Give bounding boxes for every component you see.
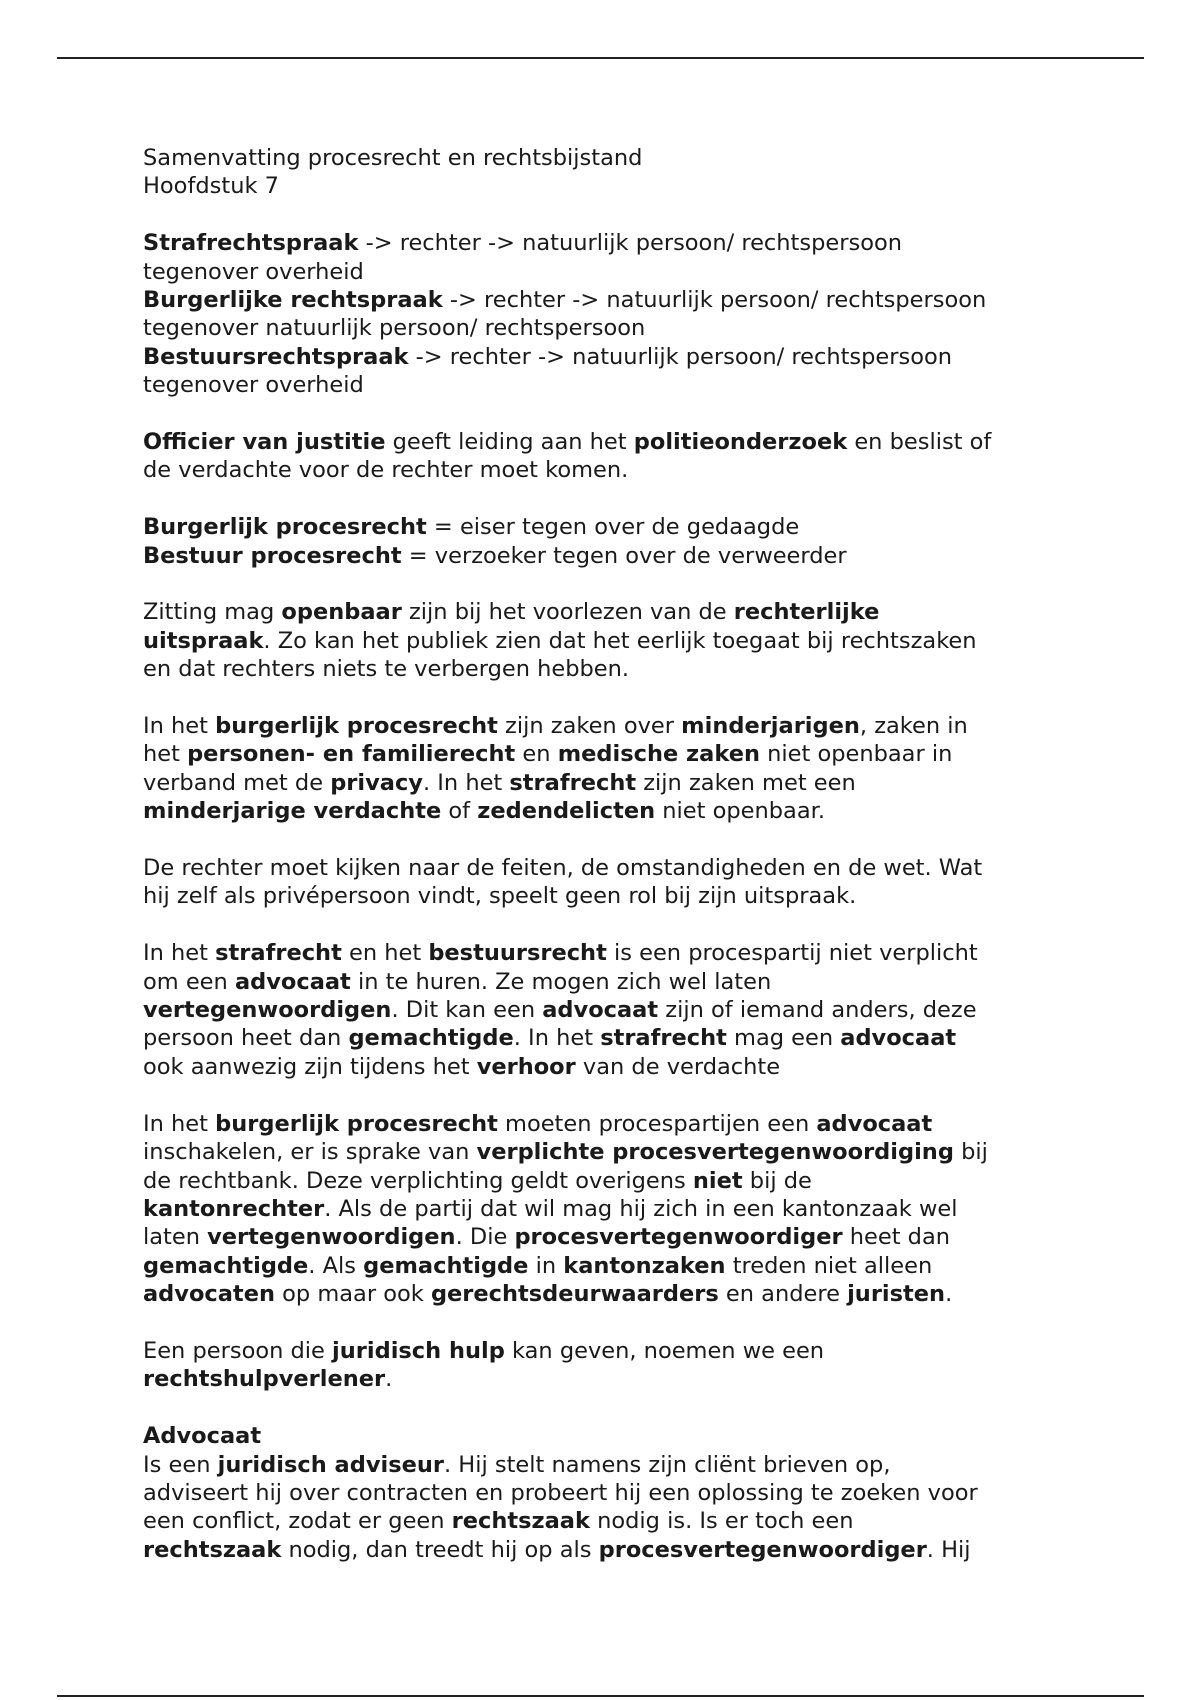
bold-term: juristen [847,1281,946,1308]
text-segment: zijn bij het voorlezen van de [401,599,734,626]
bold-term: Advocaat [143,1423,262,1450]
text-line [143,996,1083,1024]
text-segment: niet openbaar in [759,741,953,768]
text-segment: . Dit kan een [391,997,543,1024]
text-line [143,882,1083,910]
header-rule [57,57,1144,59]
bold-term: strafrecht [215,940,342,967]
bold-term: vertegenwoordigen [143,997,392,1024]
bold-term: juridisch hulp [332,1337,505,1364]
bold-term: minderjarige verdachte [143,798,442,825]
text-line [143,371,1083,399]
text-line [143,627,1083,655]
bold-term: zedendelicten [477,798,656,825]
text-segment: tegenover overheid [143,372,364,399]
text-segment: . Als [308,1252,364,1279]
text-line [143,968,1083,996]
text-segment: en het [341,940,429,967]
bold-term: bestuursrecht [428,940,607,967]
text-line [143,769,1083,797]
text-segment: In het [143,940,216,967]
text-segment: laten [143,1224,208,1251]
bold-term: burgerlijk procesrecht [215,1110,498,1137]
text-segment: nodig, dan treedt hij op als [281,1536,599,1563]
paragraph [143,513,1083,570]
text-segment: Zitting mag [143,599,282,626]
paragraph [143,229,1083,399]
bold-term: procesvertegenwoordiger [514,1224,843,1251]
bold-term: Burgerlijke rechtspraak [143,287,443,314]
bold-term: rechtszaak [451,1508,590,1535]
bold-term: advocaat [840,1025,957,1052]
text-segment: In het [143,1110,216,1137]
bold-term: burgerlijk procesrecht [215,713,498,740]
bold-term: Bestuursrechtspraak [143,343,409,370]
text-segment: = verzoeker tegen over de verweerder [401,542,847,569]
text-segment: Samenvatting procesrecht en rechtsbijstand [143,145,643,171]
bold-term: uitspraak [143,627,264,654]
text-segment: De rechter moet kijken naar de feiten, de omstandigheden en de wet. Wat [143,855,983,882]
text-segment: . In het [513,1025,601,1052]
text-segment: in [528,1252,564,1279]
text-segment: -> rechter -> natuurlijk persoon/ rechtspersoon [358,230,902,257]
bold-term: strafrecht [509,769,637,796]
bold-term: gemachtigde [348,1025,514,1052]
text-line [143,598,1083,626]
bold-term: Bestuur procesrecht [143,542,402,569]
paragraph [143,712,1083,826]
paragraph [143,1110,1083,1309]
text-line [143,172,1083,200]
bold-term: verplichte procesvertegenwoordiging [476,1139,954,1166]
text-segment: om een [143,968,235,995]
text-segment: . Hij [926,1536,971,1563]
text-segment: adviseert hij over contracten en probeert hij een oplossing te zoeken voor [143,1479,978,1506]
text-line [143,655,1083,683]
text-line [143,1138,1083,1166]
text-segment: zijn zaken over [497,713,682,740]
text-line [143,258,1083,286]
text-line [143,1195,1083,1223]
document-body [143,144,1083,1593]
bold-term: gerechtsdeurwaarders [430,1281,719,1308]
text-line [143,1223,1083,1251]
text-line [143,456,1083,484]
bold-term: Strafrechtspraak [143,230,359,257]
text-segment: van de verdachte [575,1053,781,1080]
bold-term: politieonderzoek [633,429,848,456]
text-segment: zijn of iemand anders, deze [658,997,977,1024]
text-segment: -> rechter -> natuurlijk persoon/ rechtspersoon [408,343,953,370]
text-segment: tegenover natuurlijk persoon/ rechtspersoon [143,315,646,342]
text-line [143,542,1083,570]
paragraph [143,854,1083,911]
bold-term: juridisch adviseur [217,1451,444,1478]
paragraph [143,1337,1083,1394]
text-line [143,740,1083,768]
text-segment: een conflict, zodat er geen [143,1508,452,1535]
text-segment: en dat rechters niets te verbergen hebben. [143,656,630,683]
text-line [143,939,1083,967]
bold-term: advocaten [143,1281,275,1308]
bold-term: gemachtigde [143,1252,309,1279]
bold-term: minderjarigen [681,713,860,740]
bold-term: Burgerlijk procesrecht [143,514,427,541]
text-line [143,1451,1083,1479]
bold-term: niet [692,1167,743,1194]
text-segment: niet openbaar. [655,798,825,825]
text-segment: . Hij stelt namens zijn cliënt brieven op, [443,1451,891,1478]
text-segment: is een procespartij niet verplicht [606,940,978,967]
bold-term: rechterlijke [733,599,880,626]
bold-term: privacy [330,769,423,796]
bold-term: verhoor [476,1053,576,1080]
text-segment: en andere [718,1281,848,1308]
text-segment: en [515,741,558,768]
text-segment: . Die [455,1224,515,1251]
text-segment: Hoofdstuk 7 [143,173,279,200]
bold-term: strafrecht [600,1025,727,1052]
text-line [143,1536,1083,1564]
text-segment: In het [143,713,216,740]
text-segment: in te huren. Ze mogen zich wel laten [350,968,772,995]
text-segment: inschakelen, er is sprake van [143,1139,477,1166]
bold-term: kantonrechter [143,1195,325,1222]
text-line [143,286,1083,314]
text-segment: geeft leiding aan het [385,429,634,456]
text-segment: de rechtbank. Deze verplichting geldt overigens [143,1167,693,1194]
text-segment: heet dan [842,1224,951,1251]
bold-term: Officier van justitie [143,429,386,456]
text-line [143,428,1083,456]
text-segment: hij zelf als privépersoon vindt, speelt geen rol bij zijn uitspraak. [143,883,857,910]
text-segment: zijn zaken met een [636,769,856,796]
text-line [143,144,1083,172]
footer-rule [57,1695,1144,1697]
bold-term: medische zaken [557,741,760,768]
text-line [143,712,1083,740]
bold-term: personen- en familierecht [187,741,516,768]
text-line [143,1053,1083,1081]
text-line [143,1479,1083,1507]
text-segment: moeten procespartijen een [497,1110,817,1137]
text-segment: . [945,1281,953,1308]
bold-term: kantonzaken [563,1252,726,1279]
paragraph [143,428,1083,485]
text-segment: de verdachte voor de rechter moet komen. [143,457,629,484]
text-line [143,1422,1083,1450]
text-line [143,1365,1083,1393]
paragraph [143,598,1083,683]
text-segment: ook aanwezig zijn tijdens het [143,1053,477,1080]
text-line [143,314,1083,342]
text-segment: en beslist of [847,429,992,456]
text-line [143,797,1083,825]
text-line [143,1110,1083,1138]
text-line [143,343,1083,371]
text-line [143,1337,1083,1365]
bold-term: advocaat [816,1110,933,1137]
text-segment: op maar ook [274,1281,431,1308]
bold-term: vertegenwoordigen [207,1224,456,1251]
text-segment: persoon heet dan [143,1025,349,1052]
text-segment: Is een [143,1451,218,1478]
text-segment: of [441,798,478,825]
text-line [143,1507,1083,1535]
text-segment: nodig is. Is er toch een [589,1508,854,1535]
bold-term: openbaar [281,599,402,626]
paragraph [143,1422,1083,1564]
text-segment: = eiser tegen over de gedaagde [426,514,800,541]
paragraph [143,939,1083,1081]
text-segment: tegenover overheid [143,258,364,285]
text-segment: verband met de [143,769,331,796]
bold-term: rechtszaak [143,1536,282,1563]
text-segment: het [143,741,188,768]
text-segment: bij de [742,1167,812,1194]
text-segment: . [385,1366,393,1393]
text-line [143,854,1083,882]
text-segment: , zaken in [859,713,968,740]
text-line [143,1280,1083,1308]
text-segment: . Zo kan het publiek zien dat het eerlijk toegaat bij rechtszaken [263,627,977,654]
text-segment: -> rechter -> natuurlijk persoon/ rechtspersoon [442,287,987,314]
bold-term: rechtshulpverlener [143,1366,386,1393]
text-segment: treden niet alleen [725,1252,933,1279]
text-line [143,1252,1083,1280]
text-line [143,513,1083,541]
text-segment: Een persoon die [143,1337,333,1364]
text-line [143,1167,1083,1195]
bold-term: advocaat [234,968,351,995]
bold-term: advocaat [542,997,659,1024]
bold-term: gemachtigde [363,1252,529,1279]
text-segment: kan geven, noemen we een [504,1337,825,1364]
text-line [143,229,1083,257]
text-segment: bij [953,1139,988,1166]
text-segment: mag een [726,1025,841,1052]
text-line [143,1024,1083,1052]
bold-term: procesvertegenwoordiger [598,1536,927,1563]
text-segment: . Als de partij dat wil mag hij zich in een kantonzaak wel [324,1195,958,1222]
text-segment: . In het [422,769,510,796]
paragraph [143,144,1083,201]
